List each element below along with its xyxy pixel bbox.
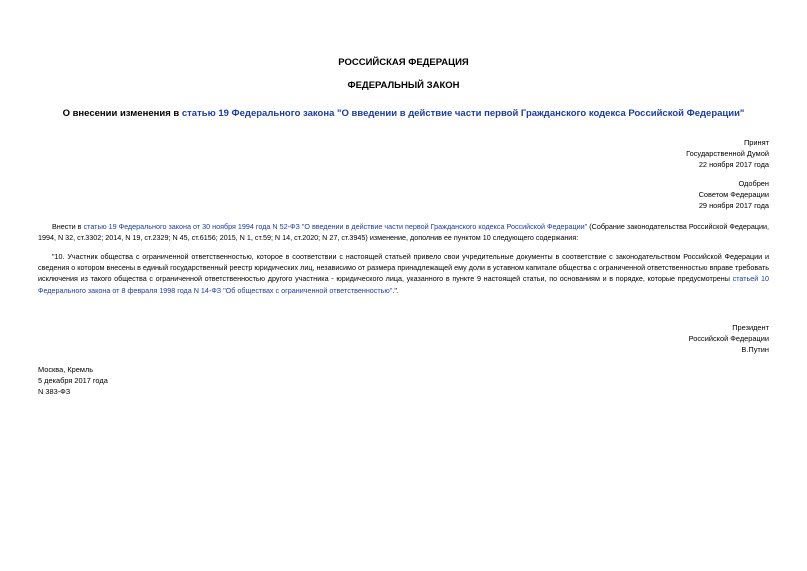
body-paragraph-1: [38, 221, 769, 243]
title-prefix: О внесении изменения в: [62, 108, 182, 119]
adopted-line3: 22 ноября 2017 года: [698, 160, 769, 169]
p1-link[interactable]: статью 19 Федерального закона от 30 ноября 1994 года N 52-ФЗ "О введении в действие части первой Гражданского кодекса Российской Федерации": [83, 222, 588, 231]
header-law-type: ФЕДЕРАЛЬНЫЙ ЗАКОН: [347, 80, 460, 91]
p2-suffix: .".: [392, 285, 399, 295]
place-date-block: [38, 364, 108, 397]
place-line: Москва, Кремль: [38, 365, 94, 374]
approved-line2: Советом Федерации: [698, 190, 769, 199]
p1-prefix: Внести в: [52, 222, 84, 231]
adopted-line1: Принят: [743, 138, 769, 147]
approved-line3: 29 ноября 2017 года: [698, 201, 769, 210]
adopted-line2: Государственной Думой: [686, 149, 769, 158]
approved-block: [699, 178, 769, 211]
signature-line2: Российской Федерации: [688, 334, 769, 343]
header-country: РОССИЙСКАЯ ФЕДЕРАЦИЯ: [338, 57, 469, 68]
law-number: N 383-ФЗ: [38, 387, 71, 396]
signature-line1: Президент: [732, 323, 769, 332]
signature-line3: В.Путин: [741, 345, 769, 354]
body-paragraph-2: [38, 251, 769, 296]
adopted-block: [686, 137, 769, 170]
p1-suffix: (Собрание законодательства Российской Федерации, 1994, N 32, ст.3302; 2014, N 19, ст.2329; N 45, ст.6156; 2015, N 1, ст.59; N 14, ст.2020; N 27, ст.3945) изменение, дополнив ее пунктом 10 следующего содержания:: [38, 222, 769, 243]
title-link[interactable]: статью 19 Федерального закона "О введении в действие части первой Гражданского кодекса Российской Федерации": [181, 108, 745, 119]
approved-line1: Одобрен: [738, 179, 769, 188]
document-title: [0, 108, 807, 119]
p2-text: "10. Участник общества с ограниченной ответственностью, которое в соответствии с настоящей статьей привело свои учредительные документы в соответствие с законодательством Российской Федерации и сведения о котором внесены в единый государственный реестр юридических лиц, независимо от размера принадлежащей ему доли в уставном капитале общества с ограниченной ответственностью вправе требовать исключения из такого общества с ограниченной ответственностью другого участника - юридического лица, указанного в пункте 9 настоящей статьи, по основаниям и в порядке, которые предусмотрены: [38, 252, 769, 284]
p2-link[interactable]: статьей 10 Федерального закона от 8 февраля 1998 года N 14-ФЗ "Об обществах с ограниченной ответственностью": [38, 274, 770, 295]
date-line: 5 декабря 2017 года: [38, 376, 108, 385]
signature-block: [689, 322, 769, 355]
